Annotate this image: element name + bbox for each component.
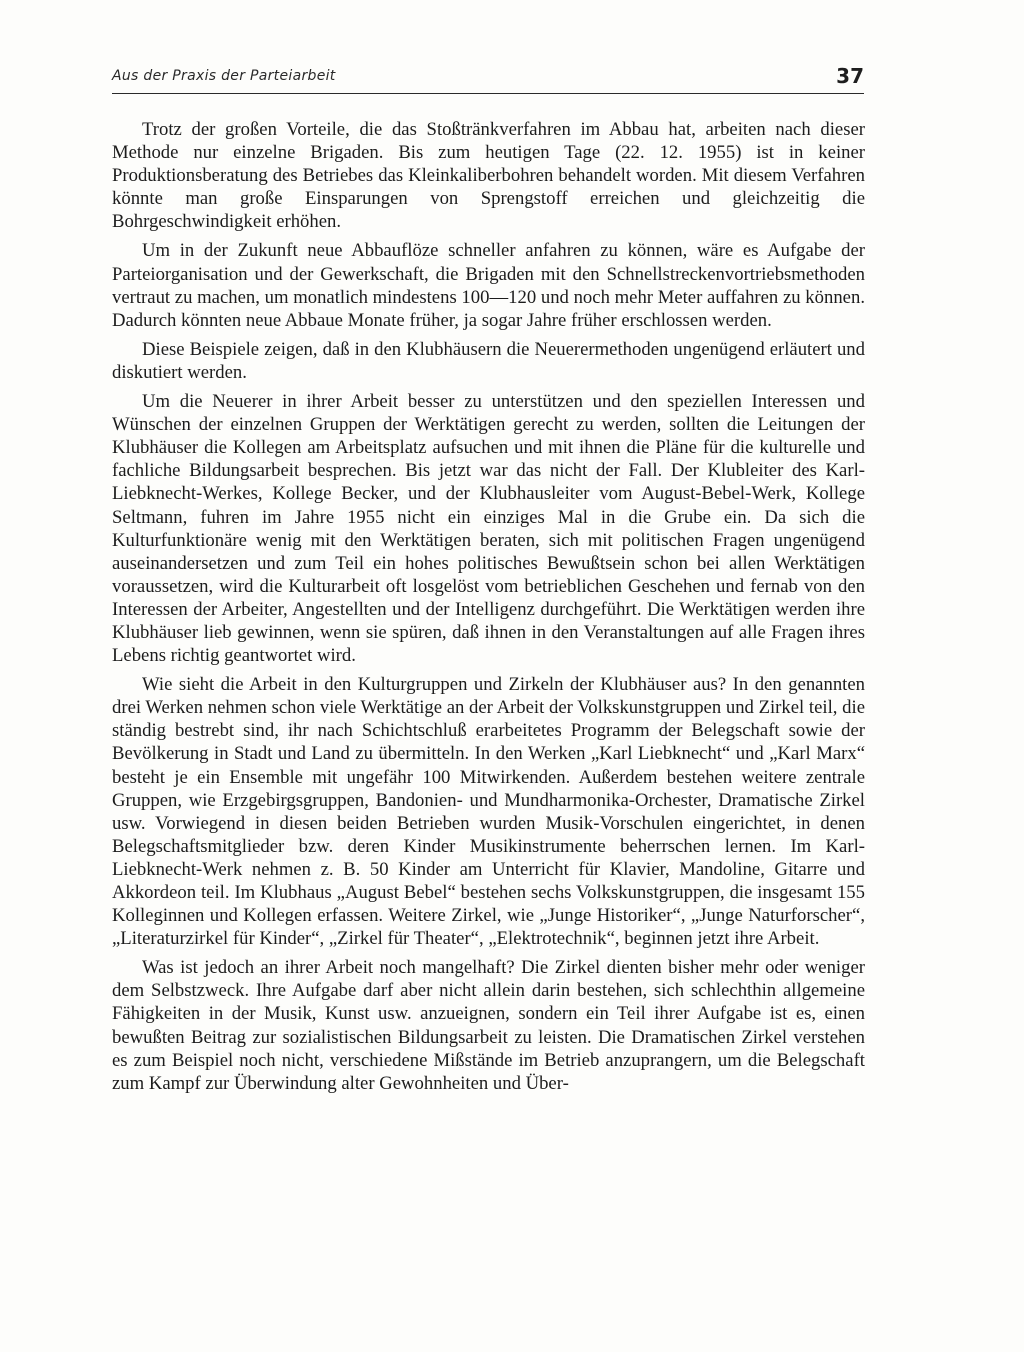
paragraph: Was ist jedoch an ihrer Arbeit noch mangelhaft? Die Zirkel dienten bisher mehr oder weniger dem Selbstzweck. Ihre Aufgabe darf aber nicht allein darin bestehen, sich schlechthin allgemeine Fähigkeiten in der Musik, Kunst usw. anzueignen, sondern ein Teil ihrer Aufgabe ist es, einen bewußten Beitrag zur sozialistischen Bildungsarbeit zu leisten. Die Dramatischen Zirkel verstehen es zum Beispiel noch nicht, verschiedene Mißstände im Betrieb anzuprangern, um die Belegschaft zum Kampf zur Überwindung alter Gewohnheiten und Über-	[112, 957, 865, 1094]
header-rule	[112, 93, 864, 94]
running-header	[112, 64, 864, 90]
page-number: 37	[836, 64, 864, 88]
paragraph: Trotz der großen Vorteile, die das Stoßtränkverfahren im Abbau hat, arbeiten nach dieser Methode nur einzelne Brigaden. Bis zum heutigen Tage (22. 12. 1955) ist in keiner Produktionsberatung des Betriebes das Kleinkaliberbohren behandelt worden. Mit diesem Verfahren könnte man große Einsparungen von Sprengstoff erreichen und gleichzeitig die Bohrgeschwindigkeit erhöhen.	[112, 119, 865, 233]
running-title: Aus der Praxis der Parteiarbeit	[112, 68, 336, 84]
paragraph: Wie sieht die Arbeit in den Kulturgruppen und Zirkeln der Klubhäuser aus? In den genannten drei Werken nehmen schon viele Werktätige an der Arbeit der Volkskunstgruppen und Zirkel teil, die ständig bestrebt sind, ihr nach Schichtschluß erarbeitetes Programm der Belegschaft sowie der Bevölkerung in Stadt und Land zu übermitteln. In den Werken „Karl Liebknecht“ und „Karl Marx“ besteht je ein Ensemble mit ungefähr 100 Mitwirkenden. Außerdem bestehen weitere zentrale Gruppen, wie Erzgebirgsgruppen, Bandonien- und Mundharmonika-Orchester, Dramatische Zirkel usw. Vorwiegend in diesen beiden Betrieben wurden Musik-Vorschulen eingerichtet, in denen Belegschaftsmitglieder bzw. deren Kinder Musikinstrumente beherrschen lernen. Im Karl-Liebknecht-Werk nehmen z. B. 50 Kinder am Unterricht für Klavier, Mandoline, Gitarre und Akkordeon teil. Im Klubhaus „August Bebel“ bestehen sechs Volkskunstgruppen, die insgesamt 155 Kolleginnen und Kollegen erfassen. Weitere Zirkel, wie „Junge Historiker“, „Junge Naturforscher“, „Literaturzirkel für Kinder“, „Zirkel für Theater“, „Elektrotechnik“, beginnen jetzt ihre Arbeit.	[112, 674, 865, 950]
paragraph: Um in der Zukunft neue Abbauflöze schneller anfahren zu können, wäre es Aufgabe der Parteiorganisation und der Gewerkschaft, die Brigaden mit den Schnellstreckenvortriebsmethoden vertraut zu machen, um monatlich mindestens 100—120 und noch mehr Meter auffahren zu können. Dadurch könnten neue Abbaue Monate früher, ja sogar Jahre früher erschlossen werden.	[112, 240, 865, 331]
paragraph: Um die Neuerer in ihrer Arbeit besser zu unterstützen und den speziellen Interessen und Wünschen der einzelnen Gruppen der Werktätigen gerecht zu werden, sollten die Leitungen der Klubhäuser die Kollegen am Arbeitsplatz aufsuchen und mit ihnen die Pläne für die kulturelle und fachliche Bildungsarbeit besprechen. Bis jetzt war das nicht der Fall. Der Klubleiter des Karl-Liebknecht-Werkes, Kollege Becker, und der Klubhausleiter vom August-Bebel-Werk, Kollege Seltmann, fuhren im Jahre 1955 nicht ein einziges Mal in die Grube ein. Da sich die Kulturfunktionäre wenig mit den Werktätigen beraten, sich mit politischen Fragen ungenügend auseinandersetzen und zum Teil ein hohes politisches Bewußtsein schon bei allen Werktätigen voraussetzen, wird die Kulturarbeit oft losgelöst vom betrieblichen Geschehen und fernab von den Interessen der Arbeiter, Angestellten und der Intelligenz durchgeführt. Die Werktätigen werden ihre Klubhäuser lieb gewinnen, wenn sie spüren, daß ihnen in den Veranstaltungen auf alle Fragen ihres Lebens richtig geantwortet wird.	[112, 391, 865, 667]
body-text	[112, 118, 865, 1101]
paragraph: Diese Beispiele zeigen, daß in den Klubhäusern die Neuerermethoden ungenügend erläutert und diskutiert werden.	[112, 338, 865, 383]
